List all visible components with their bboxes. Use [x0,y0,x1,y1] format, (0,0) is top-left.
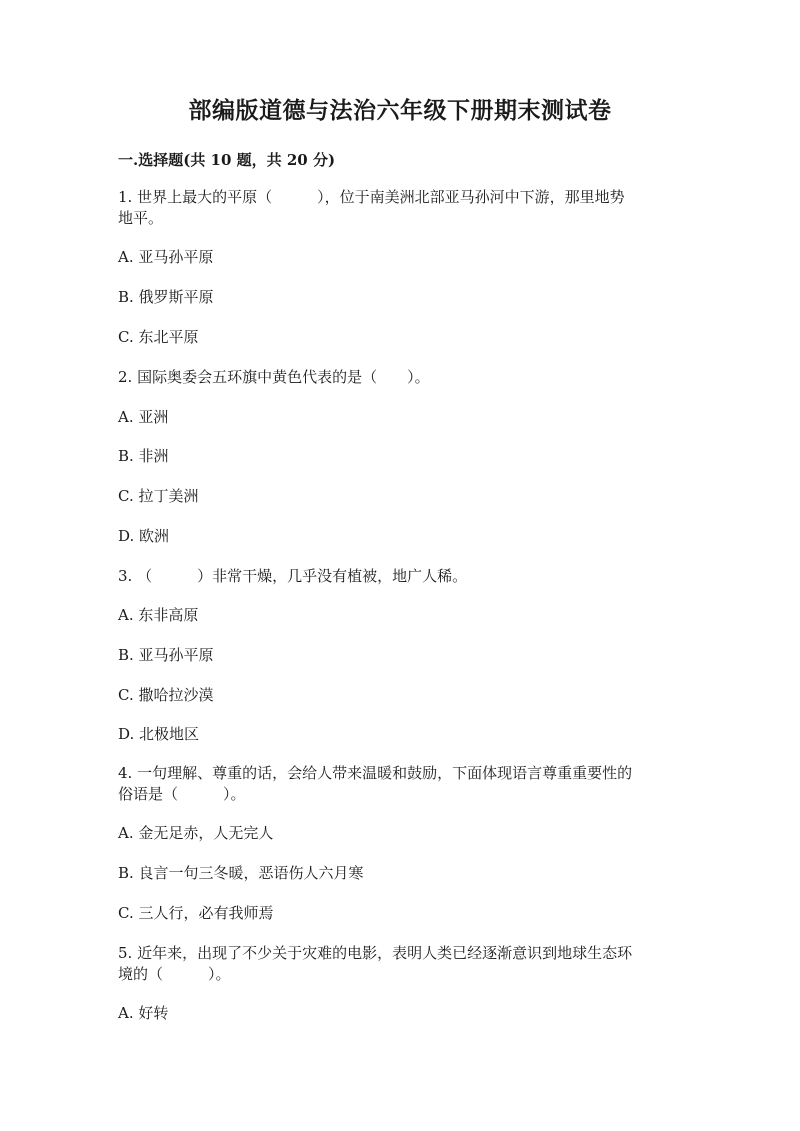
question-5-option-a: A. 好转 [118,1004,169,1022]
question-2-option-a: A. 亚洲 [118,408,169,426]
question-4-stem-line-1: 4. 一句理解、尊重的话，会给人带来温暖和鼓励，下面体现语言尊重重要性的 [118,764,633,782]
page-title: 部编版道德与法治六年级下册期末测试卷 [188,97,612,124]
question-3-option-a: A. 东非高原 [118,606,199,624]
question-2-option-c: C. 拉丁美洲 [118,487,199,505]
question-4-option-a: A. 金无足赤，人无完人 [118,824,274,842]
question-3-option-d: D. 北极地区 [118,725,200,743]
question-1-option-a: A. 亚马孙平原 [118,248,214,266]
question-4-stem-line-2: 俗语是（ ）。 [118,785,246,803]
question-1-stem-line-1: 1. 世界上最大的平原（ ），位于南美洲北部亚马孙河中下游，那里地势 [118,188,625,206]
question-3-option-b: B. 亚马孙平原 [118,646,214,664]
question-5-stem-line-1: 5. 近年来，出现了不少关于灾难的电影，表明人类已经逐渐意识到地球生态环 [118,944,633,962]
question-5-stem-line-2: 境的（ ）。 [118,965,231,983]
section-heading: 一.选择题(共 10 题，共 20 分) [118,151,336,169]
question-2-option-d: D. 欧洲 [118,527,170,545]
question-1-stem-line-2: 地平。 [118,209,164,227]
question-2-stem-line-1: 2. 国际奥委会五环旗中黄色代表的是（ ）。 [118,368,430,386]
question-2-option-b: B. 非洲 [118,447,169,465]
question-1-option-c: C. 东北平原 [118,328,199,346]
question-3-stem-line-1: 3. （ ）非常干燥，几乎没有植被，地广人稀。 [118,567,468,585]
question-3-option-c: C. 撒哈拉沙漠 [118,686,214,704]
question-4-option-b: B. 良言一句三冬暖，恶语伤人六月寒 [118,864,364,882]
question-1-option-b: B. 俄罗斯平原 [118,288,214,306]
question-4-option-c: C. 三人行，必有我师焉 [118,904,274,922]
